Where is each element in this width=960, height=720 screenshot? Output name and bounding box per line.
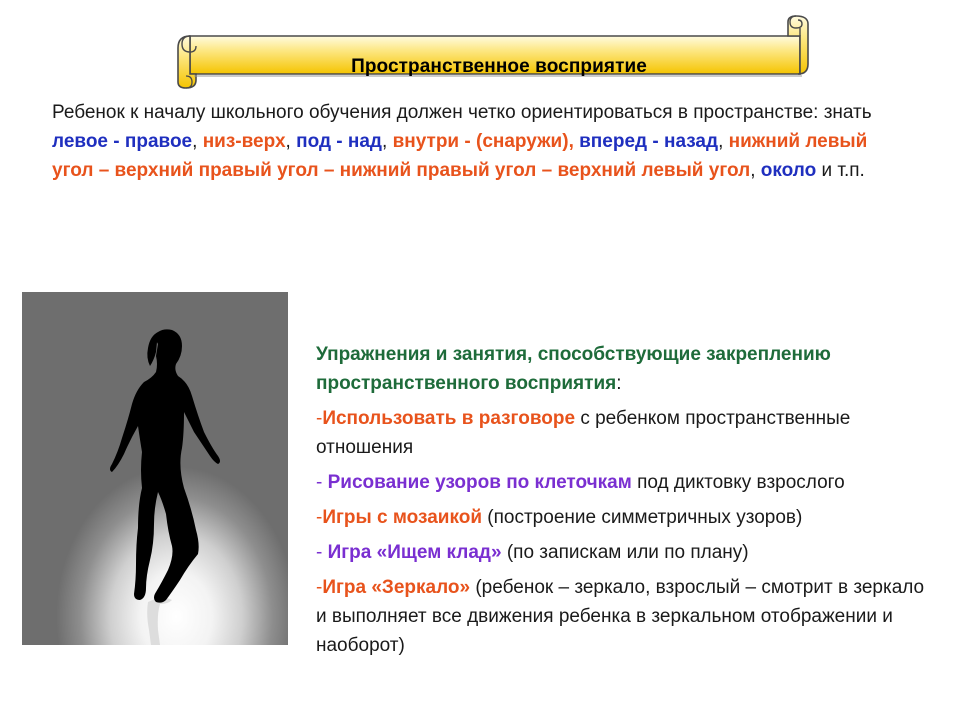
list-item-highlight: Рисование узоров по клеточкам xyxy=(327,472,632,493)
list-item xyxy=(316,468,936,497)
intro-paragraph xyxy=(52,98,892,185)
list-item xyxy=(316,404,936,462)
list-dash: - xyxy=(316,542,328,563)
intro-text: , xyxy=(192,131,203,152)
exercises-heading-text: Упражнения и занятия, способствующие закреплению пространственного восприятия xyxy=(316,344,831,394)
page-title: Пространственное восприятие xyxy=(351,56,647,77)
list-item-highlight: Игры с мозаикой xyxy=(322,507,483,528)
list-item-text: с ребенком пространственные отношения xyxy=(316,408,851,458)
intro-highlight-corners: нижний левый угол – верхний правый угол – нижний правый угол – верхний левый угол xyxy=(52,131,868,181)
list-dash: - xyxy=(316,507,323,528)
intro-highlight-forward-back: вперед - назад xyxy=(579,131,719,152)
list-item-highlight: Использовать в разговоре xyxy=(322,408,576,429)
intro-text: и т.п. xyxy=(816,160,865,181)
intro-text: , xyxy=(382,131,393,152)
list-item-highlight: Игра «Ищем клад» xyxy=(327,542,502,563)
exercises-heading-colon: : xyxy=(616,373,622,394)
list-dash: - xyxy=(316,472,328,493)
title-banner xyxy=(172,14,822,90)
list-item xyxy=(316,573,936,660)
list-item-text: (построение симметричных узоров) xyxy=(482,507,803,528)
intro-text: , xyxy=(718,131,729,152)
intro-highlight-left-right: левое - правое xyxy=(52,131,193,152)
intro-highlight-inside-outside: внутри - (снаружи), xyxy=(392,131,574,152)
list-item xyxy=(316,538,936,567)
intro-highlight-bottom-top: низ-верх xyxy=(202,131,286,152)
list-item-text: (по запискам или по плану) xyxy=(501,542,749,563)
exercises-heading xyxy=(316,340,936,398)
list-item-highlight: Игра «Зеркало» xyxy=(322,577,471,598)
intro-text: , xyxy=(750,160,761,181)
intro-highlight-under-over: под - над xyxy=(296,131,382,152)
intro-highlight-near: около xyxy=(760,160,817,181)
list-item-text: под диктовку взрослого xyxy=(631,472,845,493)
list-dash: - xyxy=(316,577,323,598)
exercises-section xyxy=(316,340,936,666)
list-item-text: (ребенок – зеркало, взрослый – смотрит в зеркало и выполняет все движения ребенка в зеркальном отображении и наоборот) xyxy=(316,577,925,656)
intro-text: Ребенок к началу школьного обучения должен четко ориентироваться в пространстве: знать xyxy=(52,102,872,123)
list-item xyxy=(316,503,936,532)
intro-text: , xyxy=(285,131,297,152)
female-silhouette-icon xyxy=(22,292,288,645)
scroll-banner-icon xyxy=(172,14,822,90)
list-dash: - xyxy=(316,408,323,429)
silhouette-image xyxy=(22,292,288,645)
